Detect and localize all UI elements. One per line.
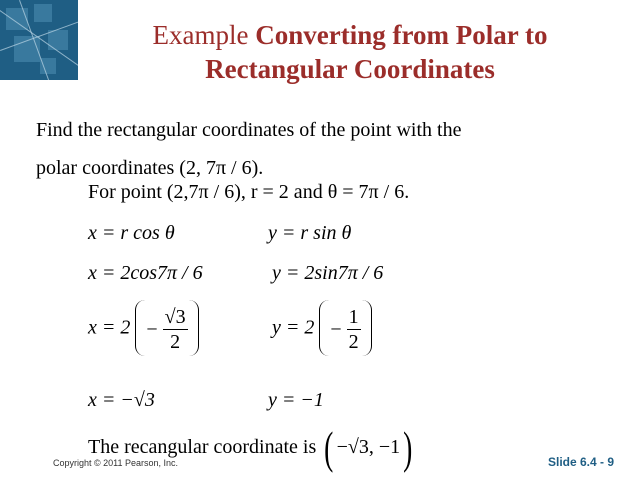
substitution-y: y = 2sin7π / 6: [272, 262, 384, 284]
slide-title: [80, 18, 620, 86]
title-heading: Converting from Polar to: [255, 20, 548, 50]
corner-decoration: [0, 0, 78, 80]
title-heading-line2: Rectangular Coordinates: [205, 54, 495, 84]
given-values: For point (2,7π / 6), r = 2 and θ = 7π / 6.: [88, 181, 410, 203]
conclusion: The recangular coordinate is ( −√3, −1): [88, 422, 413, 474]
problem-statement: [36, 111, 626, 187]
answer: −√3, −1: [336, 436, 401, 458]
substitution-x: x = 2cos7π / 6: [88, 262, 203, 284]
formula-x: x = r cos θ: [88, 222, 175, 244]
evaluation-y: y = 2 − $\frac{1}{2}$: [272, 300, 372, 360]
fraction-1-over-2: $\frac{1}{2}$: [348, 305, 359, 353]
title-example: Example: [152, 20, 249, 50]
result-x: x = −√3: [88, 389, 155, 411]
fraction-sqrt3-over-2: $\frac{√3}{2}$: [164, 305, 186, 353]
formula-y: y = r sin θ: [268, 222, 352, 244]
result-y: y = −1: [268, 389, 324, 411]
copyright: Copyright © 2011 Pearson, Inc.: [53, 458, 179, 468]
problem-line-1: Find the rectangular coordinates of the point with the: [36, 119, 462, 141]
problem-line-2: polar coordinates (2, 7π / 6).: [36, 157, 264, 179]
slide-number: Slide 6.4 - 9: [548, 455, 615, 469]
evaluation-x: x = 2 − $\frac{√3}{2}$: [88, 300, 199, 360]
